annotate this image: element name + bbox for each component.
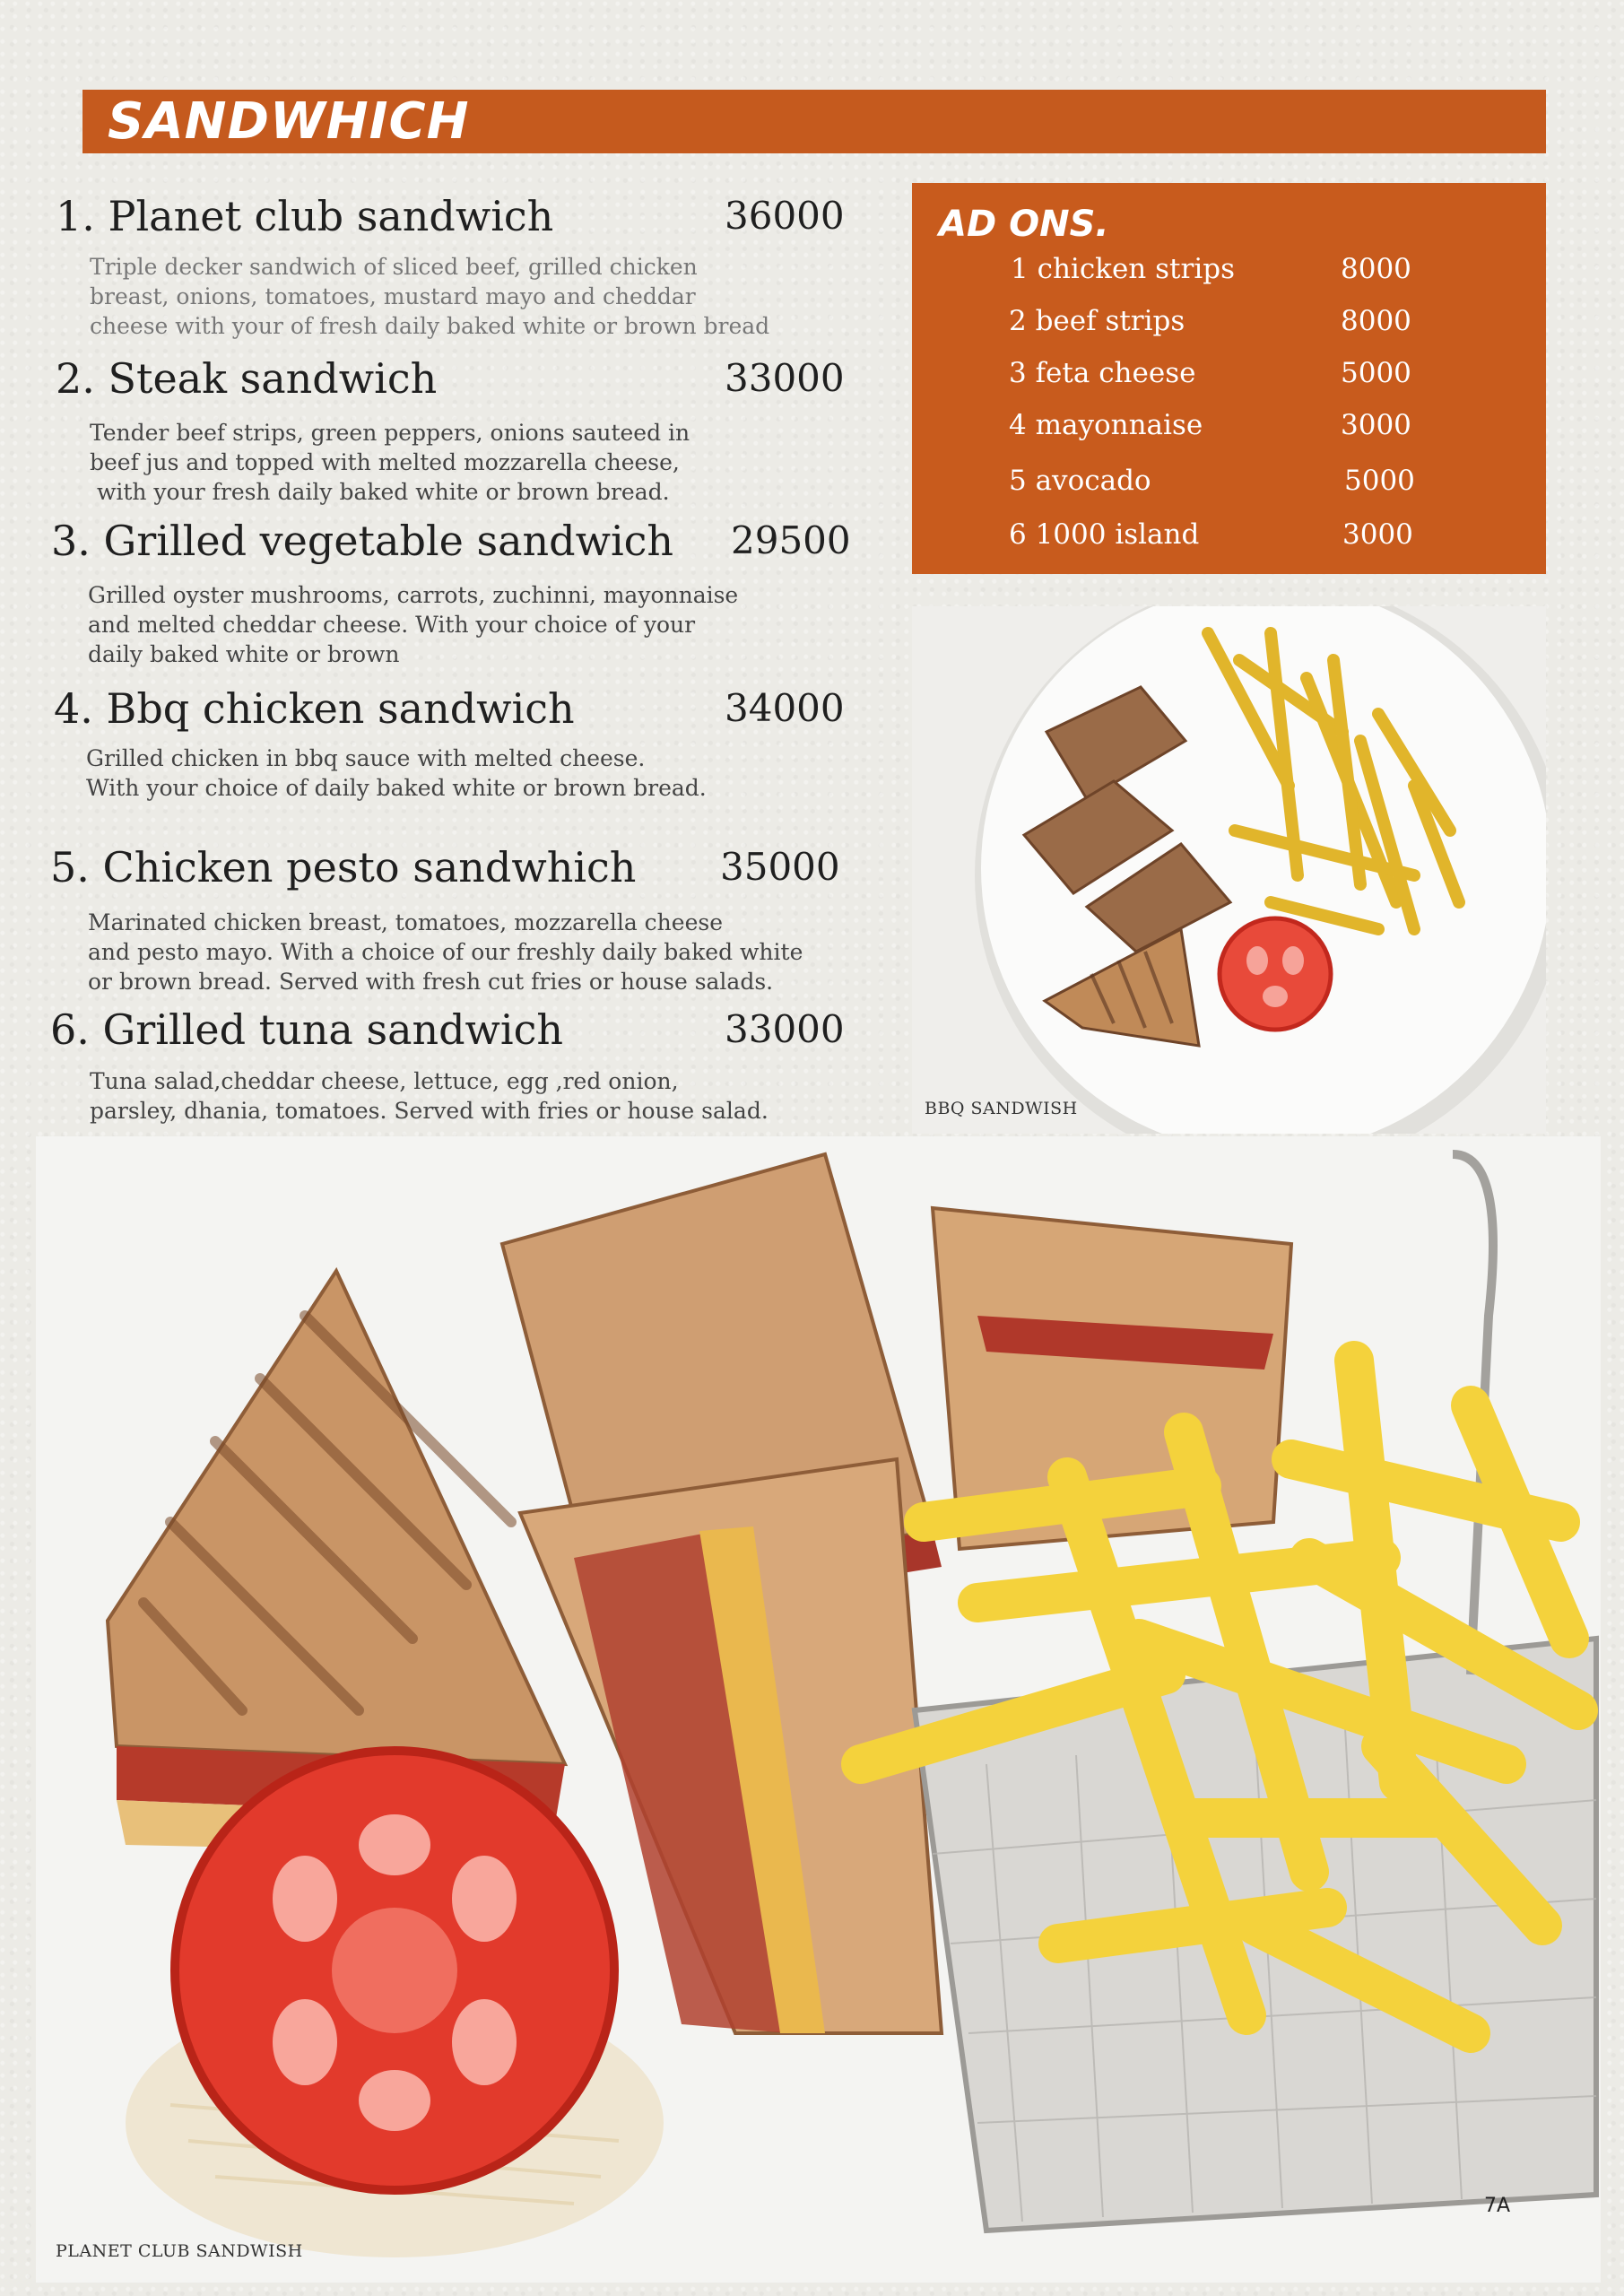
menu-item-desc-line: Tuna salad,cheddar cheese, lettuce, egg ,red onion,: [90, 1068, 679, 1094]
photo-caption: PLANET CLUB SANDWISH: [56, 2241, 303, 2261]
menu-item-desc-line: Tender beef strips, green peppers, onions sauteed in: [90, 420, 690, 446]
addon-name: 4 mayonnaise: [1009, 409, 1203, 441]
menu-item-title: 5. Chicken pesto sandwhich: [50, 843, 637, 891]
planet-club-sandwich-photo: [36, 1136, 1601, 2283]
menu-item-desc-line: parsley, dhania, tomatoes. Served with fries or house salad.: [90, 1098, 769, 1124]
addons-panel: [912, 183, 1546, 574]
menu-item-title: 1. Planet club sandwich: [56, 192, 554, 240]
addon-price: 8000: [1341, 305, 1411, 337]
bbq-sandwich-illustration: [912, 606, 1546, 1134]
menu-item-price: 33000: [725, 356, 845, 400]
section-banner: [83, 90, 1546, 153]
menu-item-desc-line: Grilled oyster mushrooms, carrots, zuchinni, mayonnaise: [88, 582, 739, 608]
menu-item-desc-line: daily baked white or brown: [88, 641, 400, 667]
menu-item-price: 35000: [720, 845, 840, 889]
menu-item-desc-line: beef jus and topped with melted mozzarella cheese,: [90, 449, 680, 475]
page-number: 7A: [1484, 2195, 1511, 2217]
menu-item-desc-line: With your choice of daily baked white or brown bread.: [86, 775, 707, 801]
planet-club-illustration: [36, 1136, 1601, 2283]
menu-item-title: 2. Steak sandwich: [56, 354, 438, 403]
menu-item-desc-line: and pesto mayo. With a choice of our freshly daily baked white: [88, 939, 803, 965]
addon-name: 1 chicken strips: [1011, 253, 1235, 285]
menu-item-price: 33000: [725, 1007, 845, 1051]
addon-price: 5000: [1344, 465, 1415, 497]
menu-item-title: 6. Grilled tuna sandwich: [50, 1005, 564, 1054]
photo-caption: BBQ SANDWISH: [925, 1099, 1078, 1118]
menu-item-title: 4. Bbq chicken sandwich: [54, 684, 575, 733]
addon-name: 3 feta cheese: [1009, 357, 1196, 389]
addons-title: AD ONS.: [939, 204, 1109, 245]
addon-name: 2 beef strips: [1009, 305, 1185, 337]
addon-price: 3000: [1341, 409, 1411, 441]
menu-item-desc-line: Grilled chicken in bbq sauce with melted cheese.: [86, 745, 646, 771]
addon-name: 6 1000 island: [1009, 518, 1200, 551]
section-title: SANDWHICH: [108, 92, 470, 151]
menu-item-desc-line: Marinated chicken breast, tomatoes, mozzarella cheese: [88, 909, 723, 935]
menu-item-desc-line: or brown bread. Served with fresh cut fries or house salads.: [88, 969, 774, 995]
menu-item-price: 29500: [731, 518, 851, 562]
menu-item-title: 3. Grilled vegetable sandwich: [51, 517, 674, 565]
addon-price: 5000: [1341, 357, 1411, 389]
addon-name: 5 avocado: [1009, 465, 1151, 497]
menu-item-desc-line: with your fresh daily baked white or brown bread.: [90, 479, 670, 505]
menu-item-desc-line: cheese with your of fresh daily baked white or brown bread: [90, 313, 770, 339]
menu-item-desc-line: and melted cheddar cheese. With your choice of your: [88, 612, 696, 638]
menu-item-desc-line: breast, onions, tomatoes, mustard mayo and cheddar: [90, 283, 696, 309]
menu-item-desc-line: Triple decker sandwich of sliced beef, grilled chicken: [90, 254, 698, 280]
bbq-sandwich-photo: [912, 606, 1546, 1134]
addon-price: 8000: [1341, 253, 1411, 285]
addon-price: 3000: [1342, 518, 1413, 551]
menu-item-price: 36000: [725, 194, 845, 238]
menu-item-price: 34000: [725, 686, 845, 730]
